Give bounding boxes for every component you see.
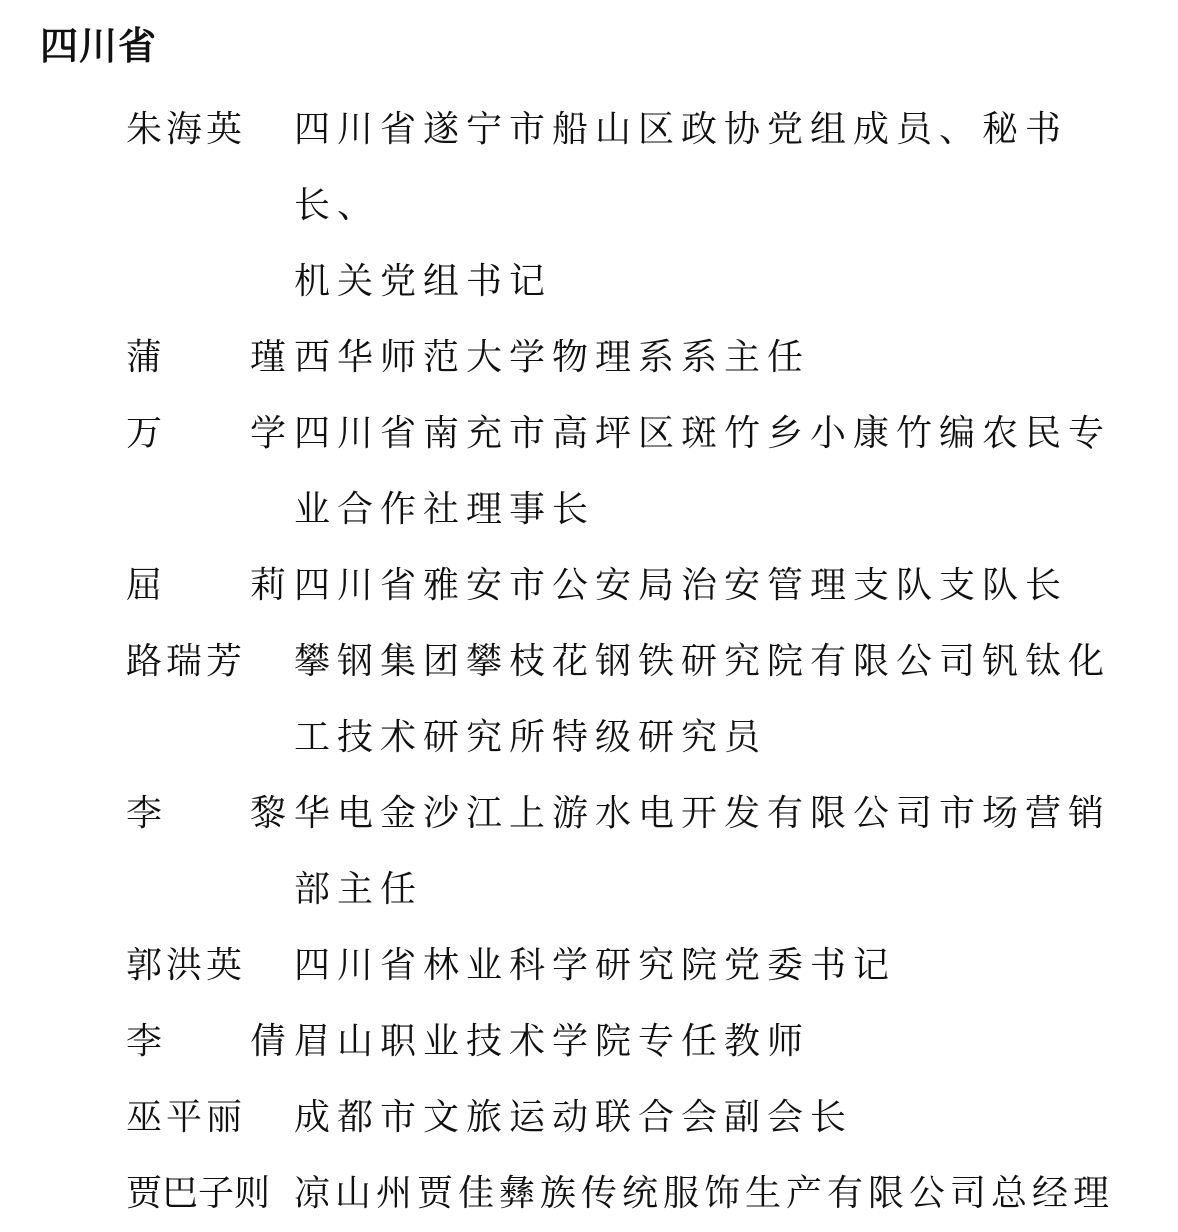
member-role (294, 624, 1134, 776)
list-item (126, 1156, 1146, 1232)
role-line: 业合作社理事长 (294, 489, 596, 530)
member-role (294, 92, 1134, 320)
member-list (126, 92, 1146, 1232)
member-name: 巫平丽 (126, 1097, 247, 1138)
member-name (126, 776, 294, 852)
member-name: 郭洪英 (126, 945, 247, 986)
role-line: 成都市文旅运动联合会副会长 (294, 1097, 854, 1138)
role-line: 眉山职业技术学院专任教师 (294, 1021, 811, 1062)
name-char: 屈 (126, 565, 163, 606)
list-item (126, 92, 1146, 320)
role-line: 四川省遂宁市船山区政协党组成员、秘书长、 (294, 109, 1069, 226)
role-line: 机关党组书记 (294, 261, 553, 302)
role-line: 西华师范大学物理系系主任 (294, 337, 811, 378)
name-char: 倩 (249, 1021, 286, 1062)
member-role (294, 320, 1134, 396)
list-item (126, 396, 1146, 548)
member-role (294, 396, 1134, 548)
member-name (126, 548, 294, 624)
member-name (126, 320, 294, 396)
name-char: 黎 (249, 793, 286, 834)
role-line: 华电金沙江上游水电开发有限公司市场营销 (294, 793, 1112, 834)
member-role (294, 1156, 1134, 1232)
role-line: 四川省南充市高坪区斑竹乡小康竹编农民专 (294, 413, 1112, 454)
member-role (294, 1080, 1134, 1156)
name-char: 莉 (249, 565, 286, 606)
name-char: 蒲 (126, 337, 163, 378)
member-name: 贾巴子则 (126, 1173, 271, 1214)
member-name: 路瑞芳 (126, 641, 247, 682)
list-item (126, 624, 1146, 776)
list-item (126, 320, 1146, 396)
name-char: 李 (126, 793, 163, 834)
role-line: 攀钢集团攀枝花钢铁研究院有限公司钒钛化 (294, 641, 1112, 682)
role-line: 工技术研究所特级研究员 (294, 717, 768, 758)
member-name: 朱海英 (126, 109, 247, 150)
name-char: 瑾 (249, 337, 286, 378)
role-line: 凉山州贾佳彝族传统服饰生产有限公司总经理 (294, 1173, 1115, 1214)
name-char: 学 (249, 413, 286, 454)
member-name (126, 396, 294, 472)
role-line: 部主任 (294, 869, 424, 910)
member-role (294, 1004, 1134, 1080)
member-role (294, 928, 1134, 1004)
list-item (126, 548, 1146, 624)
list-item (126, 1004, 1146, 1080)
list-item (126, 776, 1146, 928)
province-heading: 四川省 (40, 24, 158, 68)
member-name (126, 1004, 294, 1080)
role-line: 四川省林业科学研究院党委书记 (294, 945, 897, 986)
member-role (294, 548, 1134, 624)
role-line: 四川省雅安市公安局治安管理支队支队长 (294, 565, 1069, 606)
member-role (294, 776, 1134, 928)
list-item (126, 928, 1146, 1004)
list-item (126, 1080, 1146, 1156)
name-char: 万 (126, 413, 163, 454)
name-char: 李 (126, 1021, 163, 1062)
